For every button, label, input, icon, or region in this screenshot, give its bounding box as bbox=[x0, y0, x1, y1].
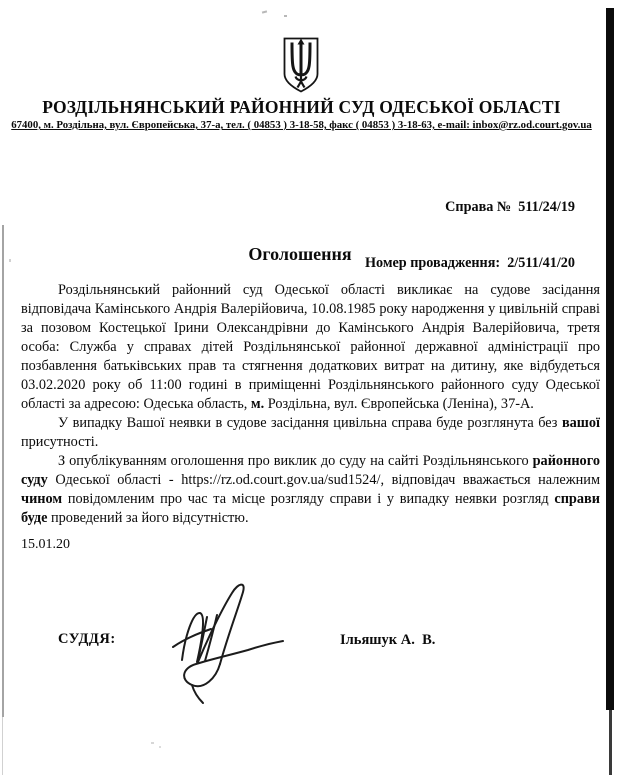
body-paragraph: З опублікуванням оголошення про виклик до суду на сайті Роздільнянського районного суду Одеської області - https://rz.od.court.gov.ua/sud1524/, відповідач вважається належним чином повідомленим про час та місце розгляду справи і у випадку неявки розгляд справи буде проведений за його відсутністю. bbox=[21, 453, 600, 526]
scan-speck bbox=[151, 742, 154, 744]
scan-artifact-left-edge bbox=[2, 225, 4, 717]
scan-artifact-right-bar bbox=[606, 8, 614, 710]
scan-speck bbox=[284, 15, 287, 17]
document-body bbox=[21, 281, 600, 528]
handwritten-signature-icon bbox=[130, 570, 290, 715]
scan-speck bbox=[159, 746, 161, 748]
court-name-heading: РОЗДІЛЬНЯНСЬКИЙ РАЙОННИЙ СУД ОДЕСЬКОЇ ОБЛАСТІ bbox=[42, 97, 561, 117]
proceeding-number: Номер провадження: 2/511/41/20 bbox=[364, 254, 575, 271]
ukraine-trident-emblem-icon bbox=[281, 36, 321, 94]
judge-label: СУДДЯ: bbox=[58, 631, 116, 647]
document-title: Оголошення bbox=[248, 244, 352, 264]
case-number: Справа № 511/24/19 bbox=[445, 199, 575, 215]
scan-speck bbox=[262, 10, 267, 13]
body-paragraph: У випадку Вашої неявки в судове засідання цивільна справа буде розглянута без вашої присутності. bbox=[21, 415, 600, 450]
scan-artifact-left-edge-b bbox=[2, 717, 3, 775]
body-paragraph: Роздільнянський районний суд Одеської області викликає на судове засідання відповідача Камінського Андрія Валерійовича, 10.08.1985 року народження у цивільній справі за позовом Костецької Ірини Олександрівни до Камінського Андрія Валерійовича, третя особа: Служба у справах дітей Роздільнянської районної державної адміністрації про позбавлення батьківських прав та стягнення додаткових витрат на дитину, яке відбудеться 03.02.2020 року об 11:00 годині в приміщенні Роздільнянського районного суду Одеської області за адресою: Одеська область, м. Роздільна, вул. Європейська (Леніна), 37-А. bbox=[21, 282, 600, 412]
judge-name: Ільяшук А. В. bbox=[340, 632, 436, 648]
court-address-line: 67400, м. Роздільна, вул. Європейська, 37-а, тел. ( 04853 ) 3-18-58, факс ( 04853 ) 3-18-63, e-mail: inbox@rz.od.court.gov.ua bbox=[11, 119, 592, 131]
document-date: 15.01.20 bbox=[21, 537, 70, 552]
scan-artifact-right-line bbox=[609, 710, 612, 775]
